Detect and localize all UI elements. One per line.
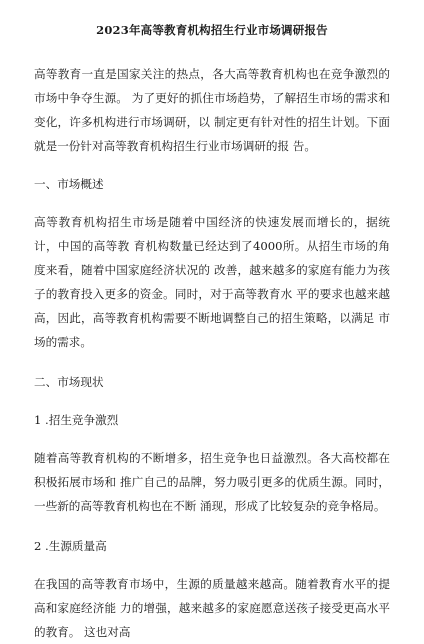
spacer [34, 354, 390, 370]
spacer [34, 558, 390, 572]
spacer [34, 158, 390, 172]
document-title: 2023年高等教育机构招生行业市场调研报告 [96, 23, 328, 37]
subsection-1-body: 随着高等教育机构的不断增多，招生竞争也日益激烈。各大高校都在积极拓展市场和 推广自己的品牌，努力吸引更多的优质生源。同时，一些新的高等教育机构也在不断 涌现，形成了比较复杂的竞争格局。 [34, 451, 390, 513]
section-1-body: 高等教育机构招生市场是随着中国经济的快速发展而增长的，据统计，中国的高等教 育机构数量已经达到了4000所。从招生市场的角度来看，随着中国家庭经济状况的 改善，越来越多的家庭有能力为孩子的教育投入更多的资金。同时，对于高等教育水 平的要求也越来越高，因此，高等教育机构需要不断地调整自己的招生策略，以满足 市场的需求。 [34, 215, 390, 349]
section-1-heading: 一、市场概述 [34, 177, 104, 191]
intro-paragraph: 高等教育一直是国家关注的热点，各大高等教育机构也在竞争激烈的市场中争夺生源。 为了更好的抓住市场趋势，了解招生市场的需求和变化，许多机构进行市场调研，以 制定更有针对性的招生计划。下面就是一份针对高等教育机构招生行业市场调研的报 告。 [34, 67, 390, 153]
subsection-2-body: 在我国的高等教育市场中，生源的质量越来越高。随着教育水平的提高和家庭经济能 力的增强，越来越多的家庭愿意送孩子接受更高水平的教育。 这也对高 [34, 577, 390, 639]
spacer [34, 432, 390, 446]
spacer [34, 196, 390, 210]
subsection-2-heading: 2 .生源质量高 [34, 539, 107, 553]
spacer [34, 518, 390, 534]
subsection-1-heading: 1 .招生竞争激烈 [34, 413, 119, 427]
section-2-heading: 二、市场现状 [34, 375, 104, 389]
spacer [34, 394, 390, 408]
